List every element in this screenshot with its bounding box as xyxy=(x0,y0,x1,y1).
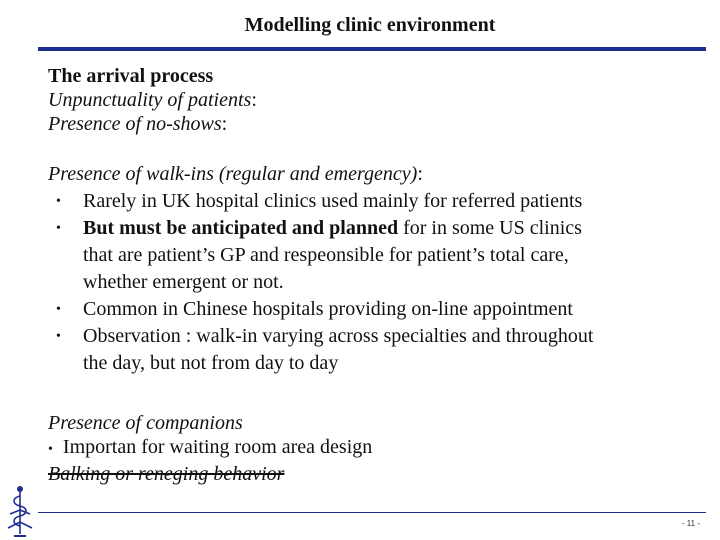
page-title: Modelling clinic environment xyxy=(244,14,496,36)
walkins-heading: Presence of walk-ins (regular and emergency) xyxy=(48,163,418,185)
bullet-icon: • xyxy=(56,329,61,344)
bullet-icon: • xyxy=(56,194,61,209)
walkins-bullet-2-line-3: whether emergent or not. xyxy=(83,271,284,293)
bullet-icon: • xyxy=(48,442,53,457)
title-divider xyxy=(38,47,706,51)
list-item xyxy=(48,296,593,323)
walkins-bullet-2-bold: But must be anticipated and planned xyxy=(83,217,399,239)
walkins-bullet-4-line-2: the day, but not from day to day xyxy=(83,352,339,374)
walkins-bullet-2-rest: for in some US clinics xyxy=(398,217,582,239)
bullet-icon: • xyxy=(56,221,61,236)
unpunctuality-text: Unpunctuality of patients xyxy=(48,89,252,111)
walkins-bullet-3: Common in Chinese hospitals providing on-line appointment xyxy=(83,298,573,320)
noshows-line xyxy=(48,112,257,136)
unpunctuality-line xyxy=(48,88,257,112)
page-number: - 11 - xyxy=(681,519,700,528)
arrival-heading: The arrival process xyxy=(48,65,214,87)
colon: : xyxy=(221,113,228,135)
companions-heading: Presence of companions xyxy=(48,412,243,434)
colon: : xyxy=(417,163,423,185)
noshows-text: Presence of no-shows xyxy=(48,113,222,135)
footer-divider xyxy=(38,512,706,513)
list-item xyxy=(48,215,593,296)
walkins-bullet-2-line-1 xyxy=(83,215,593,242)
bullet-icon: • xyxy=(56,302,61,317)
walkins-section xyxy=(48,162,593,377)
arrival-section xyxy=(48,64,257,136)
companions-section xyxy=(48,411,372,486)
walkins-bullet-4-line-1: Observation : walk-in varying across specialties and throughout xyxy=(83,325,594,347)
hospital-crest-icon xyxy=(6,484,38,538)
colon: : xyxy=(251,89,257,111)
balking-text: Balking or reneging behavior xyxy=(48,463,285,485)
list-item xyxy=(48,435,372,462)
walkins-bullet-1: Rarely in UK hospital clinics used mainly for referred patients xyxy=(83,190,583,212)
list-item xyxy=(48,323,593,377)
companions-bullet-1: Importan for waiting room area design xyxy=(62,436,373,458)
list-item xyxy=(48,188,593,215)
walkins-bullet-2-line-2: that are patient’s GP and respeonsible for patient’s total care, xyxy=(83,244,569,266)
walkins-heading-line xyxy=(48,162,593,186)
